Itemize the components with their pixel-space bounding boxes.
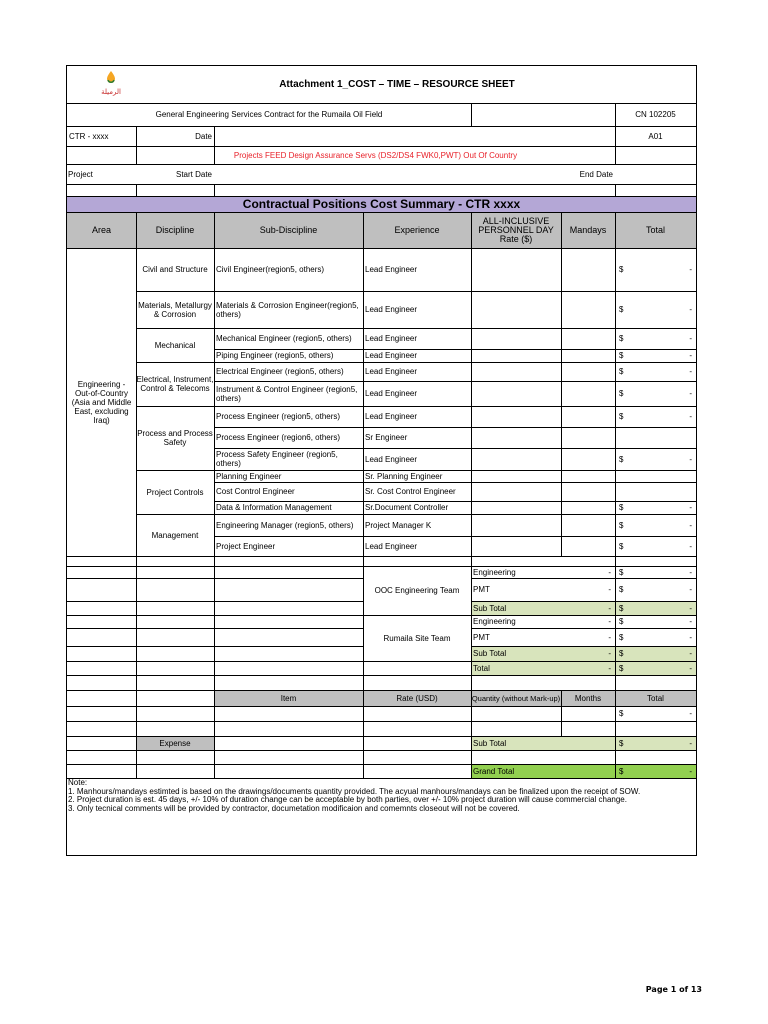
project-description: Projects FEED Design Assurance Servs (DS2/DS4 FWK0,PWT) Out Of Country (233, 150, 518, 160)
subrow-label: PMT (473, 632, 490, 642)
subrow-mandays: - (608, 632, 611, 642)
sub-discipline: Engineering Manager (region5, others) (216, 520, 354, 530)
expense-currency: $ (619, 709, 624, 718)
amount: - (689, 265, 692, 274)
experience: Sr.Document Controller (365, 503, 449, 512)
experience: Sr. Planning Engineer (365, 471, 443, 481)
currency: $ (619, 585, 624, 594)
area-cell: Engineering - Out-of-Country (Asia and Middle East, excluding Iraq) (71, 379, 132, 425)
notes (68, 779, 694, 813)
discipline-management: Management (151, 530, 199, 540)
experience: Lead Engineer (365, 305, 418, 314)
sub-discipline: Process Safety Engineer (region5, others) (216, 450, 338, 468)
col-total: Total (645, 224, 665, 235)
experience: Sr Engineer (365, 433, 408, 442)
expense-subtotal-label: Sub Total (473, 738, 507, 748)
sub-discipline: Data & Information Management (216, 503, 332, 512)
sub-discipline: Cost Control Engineer (216, 487, 295, 496)
discipline-mechanical: Mechanical (154, 340, 196, 350)
project-label: Project (68, 169, 93, 179)
expense-col-quantity: Quantity (without Mark-up) (471, 693, 561, 703)
col-area: Area (91, 224, 111, 235)
sub-discipline: Materials & Corrosion Engineer(region5, others) (216, 300, 359, 319)
currency: $ (619, 367, 624, 376)
currency: $ (619, 305, 624, 314)
amount: - (689, 567, 692, 577)
page-number: Page 1 of 13 (645, 985, 702, 994)
note-item: 2. Project duration is est. 45 days, +/- 10% of duration change can be acceptable by both parties, over +/- 10% project duration will cause commercial change. (68, 795, 627, 804)
discipline-electrical: Electrical, Instrument, Control & Telecoms (136, 375, 214, 393)
experience: Lead Engineer (365, 454, 418, 464)
discipline-project-controls: Project Controls (146, 487, 204, 497)
currency: $ (619, 454, 624, 464)
expense-col-item: Item (280, 693, 297, 703)
revision: A01 (648, 131, 663, 141)
team-ooc-engineering: OOC Engineering Team (374, 586, 460, 595)
col-discipline: Discipline (155, 224, 195, 235)
subrow-label: Total (473, 663, 490, 673)
currency: $ (619, 541, 624, 551)
amount: - (689, 603, 692, 613)
amount (647, 427, 692, 448)
grand-total-currency: $ (619, 766, 624, 776)
ctr-label: CTR - xxxx (69, 131, 109, 141)
grand-total-label: Grand Total (473, 766, 515, 776)
experience: Sr. Cost Control Engineer (365, 487, 456, 496)
amount: - (689, 389, 692, 398)
expense-subtotal-currency: $ (619, 738, 624, 748)
amount (647, 470, 692, 482)
amount: - (689, 617, 692, 626)
currency: $ (619, 412, 624, 421)
currency: $ (619, 520, 624, 530)
date-label: Date (195, 131, 212, 141)
experience: Lead Engineer (365, 367, 418, 376)
subrow-label: Engineering (473, 617, 516, 626)
experience: Lead Engineer (365, 412, 418, 421)
currency: $ (619, 649, 624, 658)
currency (619, 427, 639, 448)
expense-label: Expense (159, 738, 191, 748)
subrow-label: PMT (473, 585, 490, 594)
note-heading: Note: (68, 778, 88, 787)
sub-discipline: Mechanical Engineer (region5, others) (216, 334, 352, 343)
col-experience: Experience (394, 224, 440, 235)
discipline-process: Process and Process Safety (137, 429, 213, 447)
currency: $ (619, 663, 624, 673)
amount: - (689, 412, 692, 421)
currency (619, 470, 639, 482)
experience: Project Manager K (365, 520, 432, 530)
amount: - (689, 454, 692, 464)
experience: Lead Engineer (365, 541, 418, 551)
summary-title: Contractual Positions Cost Summary - CTR xxxx (242, 196, 521, 211)
subrow-mandays: - (608, 617, 611, 626)
sub-discipline: Electrical Engineer (region5, others) (216, 367, 344, 376)
expense-amount: - (689, 709, 692, 718)
currency: $ (619, 265, 624, 274)
sub-discipline: Piping Engineer (region5, others) (216, 351, 334, 360)
subrow-mandays: - (608, 663, 611, 673)
note-item: 1. Manhours/mandays estimted is based on the drawings/documents quantity provided. The acyual manhours/mandays can be finalized upon the receipt of SOW. (68, 786, 641, 796)
rumaila-logo (95, 70, 127, 96)
note-item: 3. Only tecnical comments will be provided by contractor, documetation modificaion and comemnts closeout will not be covered. (68, 803, 520, 813)
experience: Lead Engineer (365, 334, 418, 343)
currency (619, 482, 639, 501)
currency: $ (619, 334, 624, 343)
sub-discipline: Project Engineer (216, 541, 276, 551)
expense-col-total: Total (647, 693, 664, 703)
amount: - (689, 503, 692, 512)
contract-title: General Engineering Services Contract for the Rumaila Oil Field (155, 110, 383, 119)
sub-discipline: Civil Engineer(region5, others) (216, 265, 325, 274)
cost-sheet (66, 65, 697, 856)
expense-col-months: Months (574, 693, 602, 703)
experience: Lead Engineer (365, 351, 418, 360)
amount: - (689, 305, 692, 314)
experience: Lead Engineer (365, 389, 418, 398)
amount: - (689, 663, 692, 673)
amount: - (689, 585, 692, 594)
amount: - (689, 351, 692, 360)
col-mandays: Mandays (569, 224, 607, 235)
team-rumaila-site: Rumaila Site Team (383, 633, 451, 643)
currency: $ (619, 503, 624, 512)
amount: - (689, 520, 692, 530)
contract-number: CN 102205 (635, 110, 676, 119)
subrow-mandays: - (608, 567, 611, 577)
currency: $ (619, 632, 624, 642)
logo-text: الرميلة (101, 88, 121, 96)
discipline-civil: Civil and Structure (142, 265, 208, 274)
amount (647, 482, 692, 501)
currency: $ (619, 567, 624, 577)
sheet-title: Attachment 1_COST – TIME – RESOURCE SHEET (279, 79, 515, 90)
amount: - (689, 367, 692, 376)
col-rate: ALL-INCLUSIVE PERSONNEL DAY Rate ($) (478, 215, 554, 244)
sub-discipline: Instrument & Control Engineer (region5, others) (216, 384, 358, 403)
amount: - (689, 541, 692, 551)
sub-discipline: Process Engineer (region5, others) (216, 412, 341, 421)
currency: $ (619, 603, 624, 613)
subrow-label: Engineering (473, 567, 516, 577)
currency: $ (619, 351, 624, 360)
expense-subtotal-amount: - (689, 738, 692, 748)
amount: - (689, 649, 692, 658)
sub-discipline: Process Engineer (region6, others) (216, 433, 341, 442)
currency: $ (619, 389, 624, 398)
sub-discipline: Planning Engineer (216, 471, 282, 481)
subrow-mandays: - (608, 649, 611, 658)
col-sub-discipline: Sub-Discipline (259, 224, 318, 235)
subrow-label: Sub Total (473, 649, 507, 658)
discipline-materials: Materials, Metallurgy & Corrosion (138, 300, 212, 319)
grand-total-amount: - (689, 766, 692, 776)
end-date-label: End Date (579, 169, 613, 179)
amount: - (689, 632, 692, 642)
amount: - (689, 334, 692, 343)
subrow-mandays: - (608, 585, 611, 594)
expense-col-rate: Rate (USD) (396, 693, 438, 703)
currency: $ (619, 617, 624, 626)
start-date-label: Start Date (175, 169, 212, 179)
experience: Lead Engineer (365, 265, 418, 274)
subrow-mandays: - (608, 603, 611, 613)
subrow-label: Sub Total (473, 603, 507, 613)
